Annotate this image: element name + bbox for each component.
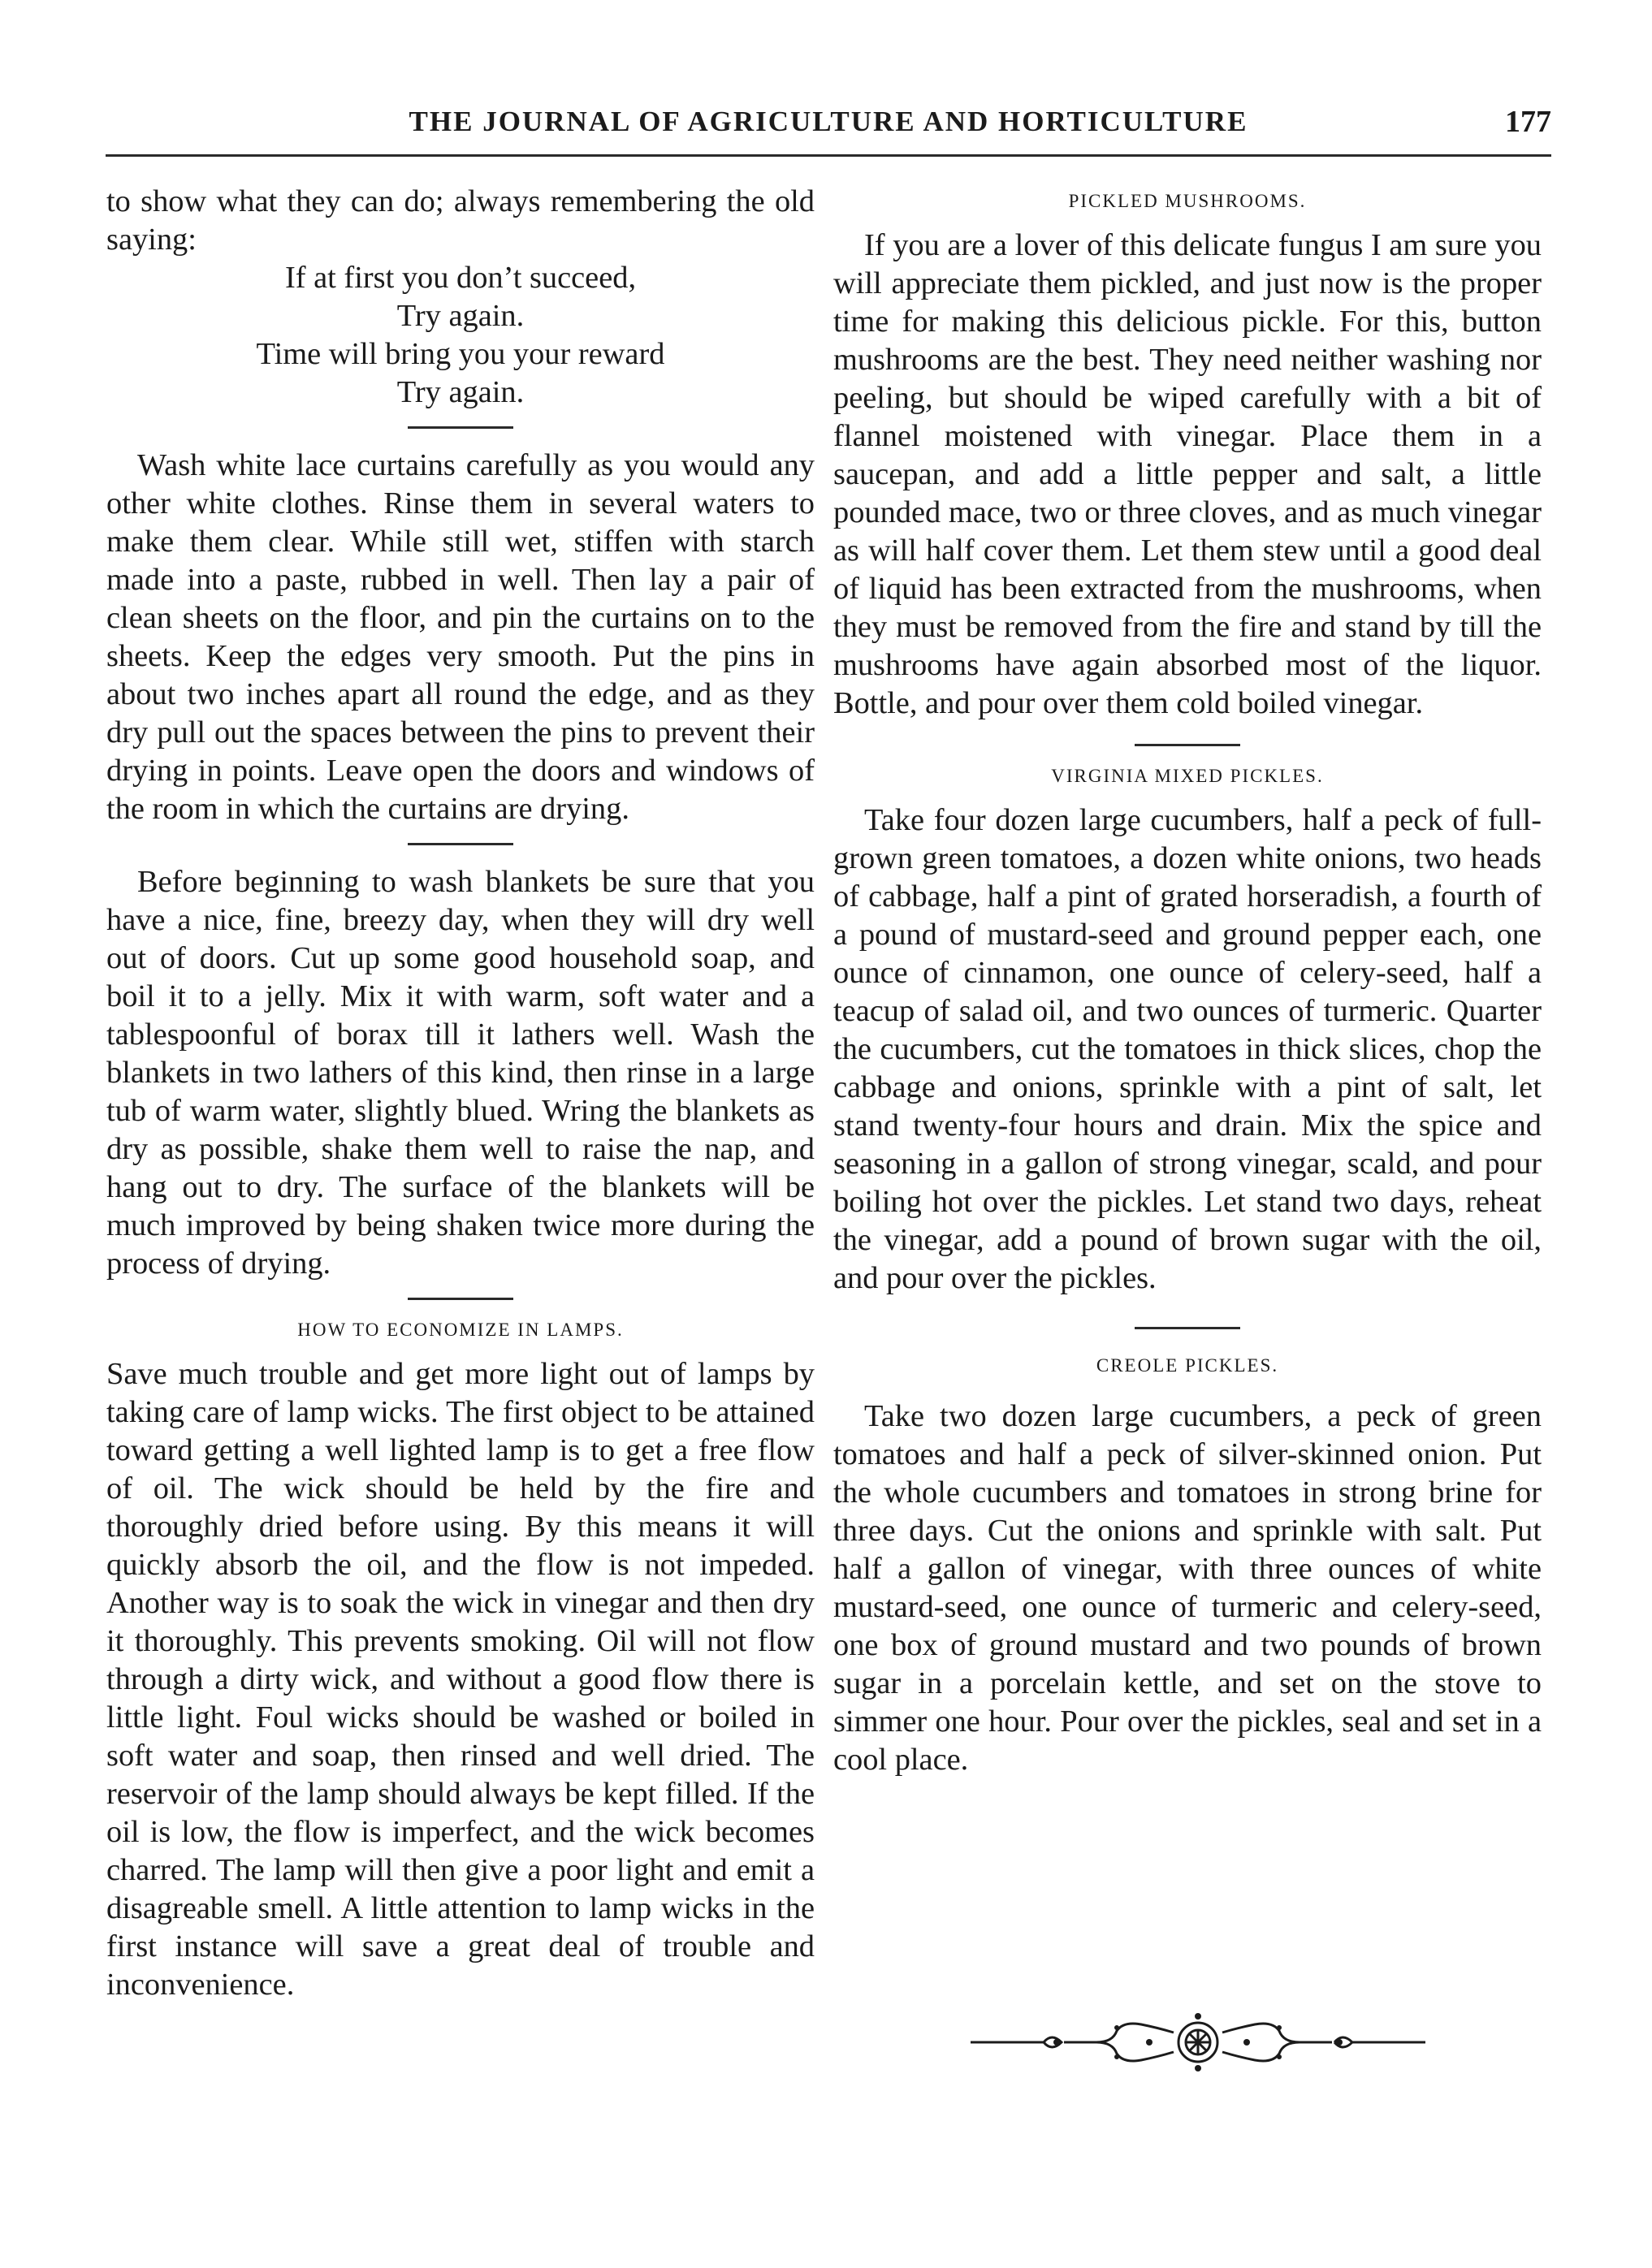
mushrooms-paragraph: If you are a lover of this delicate fungus I am sure you will appreciate them pickled, and just now is the proper time for making this delicious pickle. For this, button mushrooms are the best. They need neither washing nor peeling, but should be wiped carefully with a bit of flannel moistened with vinegar. Place them in a saucepan, and add a little pepper and salt, a little pounded mace, two or three cloves, and as much vinegar as will half cover them. Let them stew until a good deal of liquid has been extracted from the mushrooms, when they must be removed from the fire and stand by till the mushrooms have again absorbed most of the liquor. Bottle, and pour over them cold boiled vinegar. (833, 228, 1542, 720)
section-divider (1135, 1327, 1240, 1329)
mushrooms-heading: PICKLED MUSHROOMS. (1068, 191, 1307, 211)
section-divider (408, 843, 513, 845)
page-header (106, 97, 1551, 154)
lamps-paragraph: Save much trouble and get more light out of lamps by taking care of lamp wicks. The first object to be attained toward getting a well lighted lamp is to get a free flow of oil. The wick should be held by the fire and thoroughly dried before using. By this means it will quickly absorb the oil, and the flow is not impeded. Another way is to soak the wick in vinegar and then dry it thoroughly. This prevents smoking. Oil will not flow through a dirty wick, and without a good flow there is little light. Foul wicks should be washed or boiled in soft water and soap, then rinsed and well dried. The reservoir of the lamp should always be kept filled. If the oil is low, the flow is imperfect, and the wick becomes charred. The lamp will then give a poor light and emit a disagreable smell. A little attention to lamp wicks in the first instance will save a great deal of trouble and inconvenience. (106, 1357, 815, 2002)
blankets-paragraph: Before beginning to wash blankets be sure that you have a nice, fine, breezy day, when they will dry well out of doors. Cut up some good household soap, and boil it to a jelly. Mix it with warm, soft water and a tablespoonful of borax till it lathers well. Wash the blankets in two lathers of this kind, then rinse in a large tub of warm water, slightly blued. Wring the blankets as dry as possible, shake them well to raise the nap, and hang out to dry. The surface of the blankets will be much improved by being shaken twice more during the process of drying. (106, 865, 815, 1281)
verse-block (106, 259, 815, 412)
section-divider (408, 1298, 513, 1300)
decorative-ornament-icon (954, 2010, 1442, 2075)
creole-heading: CREOLE PICKLES. (1096, 1355, 1279, 1376)
running-title: THE JOURNAL OF AGRICULTURE AND HORTICULTURE (409, 106, 1248, 137)
header-rule (106, 154, 1551, 157)
page-number: 177 (1505, 105, 1551, 139)
lace-curtains-paragraph: Wash white lace curtains carefully as you would any other white clothes. Rinse them in several waters to make them clear. While still wet, stiffen with starch made into a paste, rubbed in well. Then lay a pair of clean sheets on the floor, and pin the curtains on to the sheets. Keep the edges very smooth. Put the pins in about two inches apart all round the edge, and as they dry pull out the spaces between the pins to prevent their drying in points. Leave open the doors and windows of the room in which the curtains are drying. (106, 448, 815, 826)
verse-line: If at first you don’t succeed, (284, 261, 637, 295)
virginia-paragraph: Take four dozen large cucumbers, half a peck of full-grown green tomatoes, a dozen white onions, two heads of cabbage, half a pint of grated horseradish, a fourth of a pound of mustard-seed and ground pepper each, one ounce of cinnamon, one ounce of celery-seed, half a teacup of salad oil, and two ounces of turmeric. Quarter the cucumbers, cut the tomatoes in thick slices, chop the cabbage and onions, sprinkle with a pint of salt, let stand twenty-four hours and drain. Mix the spice and seasoning in a gallon of strong vinegar, scald, and pour boiling hot over the pickles. Let stand two days, reheat the vinegar, add a pound of brown sugar with the oil, and pour over the pickles. (833, 803, 1542, 1295)
virginia-heading: VIRGINIA MIXED PICKLES. (1051, 766, 1324, 786)
verse-line: Try again. (396, 375, 525, 409)
section-divider (1135, 744, 1240, 746)
verse-line: Time will bring you your reward (256, 337, 665, 371)
right-column (833, 183, 1542, 1779)
lamps-heading: HOW TO ECONOMIZE IN LAMPS. (297, 1320, 624, 1340)
creole-paragraph: Take two dozen large cucumbers, a peck of green tomatoes and half a peck of silver-skinned onion. Put the whole cucumbers and tomatoes in strong brine for three days. Cut the onions and sprinkle with salt. Put half a gallon of vinegar, with three ounces of white mustard-seed, one ounce of turmeric and celery-seed, one box of ground mustard and two pounds of brown sugar in a porcelain kettle, and set on the stove to simmer one hour. Pour over the pickles, seal and set in a cool place. (833, 1399, 1542, 1777)
intro-paragraph: to show what they can do; always remembering the old saying: (106, 184, 815, 257)
left-column (106, 183, 815, 2004)
verse-line: Try again. (396, 299, 525, 333)
section-divider (408, 426, 513, 429)
